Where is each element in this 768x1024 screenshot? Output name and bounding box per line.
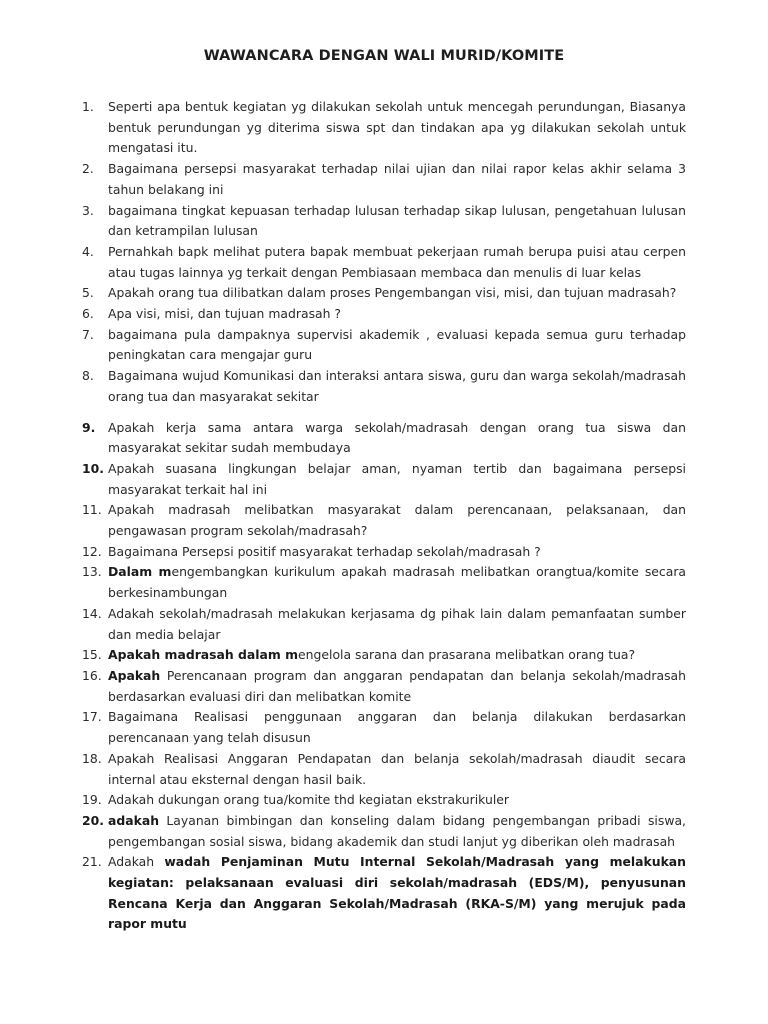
- list-item: [82, 159, 686, 200]
- list-item: [82, 97, 686, 159]
- list-item: [82, 562, 686, 603]
- list-item: [82, 242, 686, 283]
- item-number: 14.: [82, 605, 102, 621]
- item-text: Adakah dukungan orang tua/komite thd kegiatan ekstrakurikuler: [108, 792, 509, 808]
- item-text: [108, 666, 686, 707]
- list-item: [82, 790, 686, 811]
- item-text: Apakah kerja sama antara warga sekolah/madrasah dengan orang tua siswa dan masyarakat sekitar sudah membudaya: [108, 419, 686, 456]
- item-number: 19.: [82, 792, 102, 808]
- item-text: bagaimana tingkat kepuasan terhadap lulusan terhadap sikap lulusan, pengetahuan lulusan dan ketrampilan lulusan: [108, 202, 686, 239]
- item-number: 6.: [82, 306, 94, 322]
- document-title: WAWANCARA DENGAN WALI MURID/KOMITE: [203, 48, 565, 64]
- item-number: 21.: [82, 854, 102, 870]
- item-text-rest: engelola sarana dan prasarana melibatkan orang tua?: [298, 647, 636, 663]
- item-number: 5.: [82, 285, 94, 301]
- item-number: 20.: [82, 812, 104, 828]
- item-text: Seperti apa bentuk kegiatan yg dilakukan sekolah untuk mencegah perundungan, Biasanya bentuk perundungan yg diterima siswa spt dan tindakan apa yg dilakukan sekolah untuk mengatasi itu.: [108, 99, 686, 156]
- item-text: Bagaimana wujud Komunikasi dan interaksi antara siswa, guru dan warga sekolah/madrasah orang tua dan masyarakat sekitar: [108, 368, 686, 404]
- item-number: 17.: [82, 709, 102, 725]
- item-text-lead: Adakah: [108, 854, 165, 870]
- list-item: [82, 500, 686, 541]
- list-item: [82, 325, 686, 366]
- item-bold-lead: Dalam m: [108, 564, 172, 580]
- list-item: [82, 811, 686, 852]
- item-bold-lead: Apakah madrasah dalam m: [108, 647, 299, 663]
- item-text: Adakah sekolah/madrasah melakukan kerjasama dg pihak lain dalam pemanfaatan sumber dan media belajar: [108, 605, 686, 642]
- list-item: [82, 283, 686, 304]
- list-item: [82, 201, 686, 242]
- list-item: [82, 852, 686, 935]
- item-bold-lead: adakah: [108, 812, 160, 828]
- item-text: Bagaimana persepsi masyarakat terhadap nilai ujian dan nilai rapor kelas akhir selama 3 tahun belakang ini: [108, 161, 686, 197]
- item-text: [108, 811, 686, 852]
- list-item: [82, 459, 686, 500]
- item-number: 2.: [82, 161, 94, 177]
- item-text: Apakah madrasah melibatkan masyarakat dalam perencanaan, pelaksanaan, dan pengawasan program sekolah/madrasah?: [108, 502, 686, 539]
- list-item: [82, 418, 686, 459]
- item-number: 15.: [82, 647, 102, 663]
- item-number: 3.: [82, 202, 94, 218]
- item-number: 7.: [82, 326, 94, 342]
- list-item: [82, 304, 686, 325]
- item-bold-tail: wadah Penjaminan Mutu Internal Sekolah/Madrasah yang melakukan kegiatan: pelaksanaan evaluasi diri sekolah/madrasah (EDS/M), penyusunan Rencana Kerja dan Anggaran Sekolah/Madrasah (RKA-S/M) yang merujuk pada rapor mutu: [108, 854, 686, 932]
- item-text: Apakah orang tua dilibatkan dalam proses Pengembangan visi, misi, dan tujuan madrasah?: [108, 285, 677, 301]
- item-text: Bagaimana Realisasi penggunaan anggaran dan belanja dilakukan berdasarkan perencanaan yang telah disusun: [108, 709, 686, 746]
- item-number: 13.: [82, 564, 102, 580]
- item-number: 1.: [82, 99, 94, 114]
- item-text: Apa visi, misi, dan tujuan madrasah ?: [108, 306, 341, 322]
- list-item: [82, 749, 686, 790]
- list-item: [82, 366, 686, 407]
- item-number: 10.: [82, 460, 104, 476]
- list-item: [82, 645, 686, 666]
- item-bold-lead: Apakah: [108, 667, 161, 683]
- item-number: 11.: [82, 502, 102, 518]
- list-item: [82, 666, 686, 707]
- item-number: 18.: [82, 750, 102, 766]
- list-item: [82, 542, 686, 563]
- item-number: 8.: [82, 368, 94, 384]
- item-number: 4.: [82, 243, 94, 259]
- item-text: Pernahkah bapk melihat putera bapak membuat pekerjaan rumah berupa puisi atau cerpen atau tugas lainnya yg terkait dengan Pembiasaan membaca dan menulis di luar kelas: [108, 243, 686, 280]
- item-text-rest: Perencanaan program dan anggaran pendapatan dan belanja sekolah/madrasah berdasarkan evaluasi diri dan melibatkan komite: [108, 667, 686, 704]
- list-item: [82, 707, 686, 748]
- item-text-rest: Layanan bimbingan dan konseling dalam bidang pengembangan pribadi siswa, pengembangan sosial siswa, bidang akademik dan studi lanjut yg diberikan oleh madrasah: [108, 812, 686, 849]
- item-number: 16.: [82, 667, 102, 683]
- item-text: [108, 645, 686, 666]
- item-text: Apakah Realisasi Anggaran Pendapatan dan belanja sekolah/madrasah diaudit secara internal atau eksternal dengan hasil baik.: [108, 750, 686, 787]
- item-text: [108, 852, 686, 935]
- item-text: Bagaimana Persepsi positif masyarakat terhadap sekolah/madrasah ?: [108, 543, 541, 559]
- item-number: 12.: [82, 543, 102, 559]
- item-text: [108, 562, 686, 603]
- item-number: 9.: [82, 419, 96, 435]
- list-item: [82, 604, 686, 645]
- item-text-rest: engembangkan kurikulum apakah madrasah melibatkan orangtua/komite secara berkesinambungan: [108, 564, 687, 601]
- item-text: bagaimana pula dampaknya supervisi akademik , evaluasi kepada semua guru terhadap peningkatan cara mengajar guru: [108, 326, 686, 363]
- question-list: [82, 97, 686, 935]
- item-text: Apakah suasana lingkungan belajar aman, nyaman tertib dan bagaimana persepsi masyarakat terkait hal ini: [108, 460, 686, 497]
